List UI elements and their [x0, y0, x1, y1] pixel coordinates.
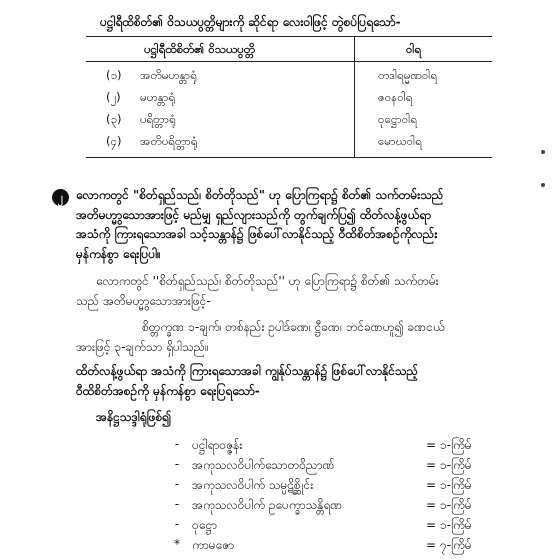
row-number: (၄) — [106, 134, 122, 148]
table-row — [86, 87, 492, 109]
text-line: လောကတွင် ''စိတ်ရှည်သည်၊ စိတ်တိုသည်'' ဟု ပြောကြရာ၌ စိတ်၏ သက်တမ်း — [96, 274, 439, 288]
list-item-name: အကုသလဝိပါက်သောတဝိညာဏ် — [192, 458, 335, 472]
table-row — [86, 109, 492, 131]
answer-paragraph — [76, 272, 439, 311]
khana-paragraph — [76, 318, 445, 357]
list-marker: - — [174, 457, 180, 471]
text-line: အသံကို ကြားရသောအခါ သင့်သန္တာန်၌ ဖြစ်ပေါ်လာနိုင်သည့် ဝီထိစိတ်အစဉ်ကိုလည်း — [76, 227, 438, 241]
row-vara: ဇဝနဝါရ — [378, 90, 413, 104]
list-item-count: = ၁-ကြိမ် — [426, 498, 472, 512]
list-marker: - — [174, 437, 180, 451]
list-item-count: = ၁-ကြိမ် — [426, 478, 472, 492]
text-line: အားဖြင့် ၃-ချက်သာ ရှိပါသည်။ — [76, 339, 209, 354]
vara-table — [86, 36, 492, 158]
row-number: (၁) — [106, 68, 122, 82]
list-item-name: ဝုဋ္ဌော — [192, 518, 217, 532]
text-line: သည် အတိမဟ္မွာသောအားဖြင့်- — [76, 293, 211, 308]
list-item-name: ကာမဇော — [192, 538, 235, 552]
row-number: (၂) — [106, 90, 121, 104]
list-marker: - — [174, 497, 180, 511]
list-item — [170, 476, 526, 495]
list-item-count: = ၁-ကြိမ် — [426, 438, 472, 452]
list-item — [170, 536, 526, 555]
header-vara: ဝါရ — [406, 42, 422, 56]
list-marker: - — [174, 517, 180, 531]
row-object: ပရိတ္တာရုံ — [140, 112, 176, 126]
list-item-name: အကုသလဝိပါက် ဥပေက္ခာသန္တိရဏ — [192, 498, 343, 512]
list-marker: * — [174, 537, 180, 551]
section-marker: ၂ — [52, 189, 69, 206]
row-object: မဟန္တာရုံ — [140, 90, 176, 104]
list-marker: - — [174, 477, 180, 491]
list-item-count: = ၁-ကြိမ် — [426, 518, 472, 532]
text-line: မှန်ကန်စွာ ရေးပြပါ။ — [76, 246, 161, 261]
list-item — [170, 436, 526, 455]
text-line: ထိတ်လန့်ဖွယ်ရာ အသံကို ကြားရသောအခါ ကျွန်ုပ်သန္တာန်၌ ဖြစ်ပေါ်လာနိုင်သည့် — [76, 364, 419, 378]
text-line: လောကတွင် "စိတ်ရှည်သည်၊ စိတ်တိုသည်" ဟု ပြောကြရာ၌ စိတ်၏ သက်တမ်းသည် — [76, 188, 444, 202]
intro-line: ပဋ္ဌါရီထိစိတ်၏ ဝိသယပွတ္တိများကို ဆိုင်ရာ လေးဝါဖြင့် တွဲစပ်ပြရသော်- — [100, 15, 401, 29]
row-object: အတိမဟန္တာရုံ — [140, 68, 197, 82]
list-item — [170, 496, 526, 515]
row-object: အတိပရိတ္တာရုံ — [140, 134, 198, 148]
list-item-name: အကုသလဝိပါက် သမ္ပဋိစ္ဆိုင်း — [192, 478, 314, 492]
list-item — [170, 516, 526, 535]
header-visaya: ပဋ္ဌါရီထိစိတ်၏ ဝိသယပွတ္တိ — [144, 42, 255, 56]
row-vara: ဝုဋ္ဌောဝါရ — [378, 112, 417, 126]
ink-speck — [541, 183, 545, 187]
question-paragraph — [76, 186, 443, 264]
text-line: ဝီထိစိတ်အစဉ်ကို မှန်ကန်စွာ ရေးပြရသော်- — [76, 383, 260, 398]
list-heading: အနိဋ္ဌသဒ္ဒါရုံဖြစ်၍ — [96, 410, 172, 424]
list-item-count: = ၁-ကြိမ် — [426, 458, 472, 472]
table-header — [86, 37, 492, 62]
text-line: စိတ္တက္ခဏ ၁-ချက်၊ တစ်နည်း ဥပါဒ်ခဏ၊ ဋ္ဌီခဏ၊ ဘင်ခဏဟူ၍ ခဏငယ် — [142, 320, 445, 334]
list-item-name: ပဋ္ဌါရာဝဇ္ဇန်း — [192, 438, 243, 452]
list-item-count: = ၇-ကြိမ် — [426, 538, 472, 552]
list-item — [170, 456, 526, 475]
row-vara: မောဃဝါရ — [378, 134, 422, 148]
vithi-paragraph — [76, 362, 418, 401]
text-line: အတိမဟ္မွာသောအားဖြင့် မည်မျှ ရှည်လျားသည်ကို တွက်ချက်ပြ၍ ထိတ်လန့်ဖွယ်ရာ — [76, 207, 432, 222]
ink-speck — [541, 150, 545, 154]
table-row — [86, 131, 492, 153]
table-row — [86, 65, 492, 87]
row-vara: တဒါရမ္မဏဝါရ — [378, 68, 437, 82]
row-number: (၃) — [106, 112, 122, 126]
